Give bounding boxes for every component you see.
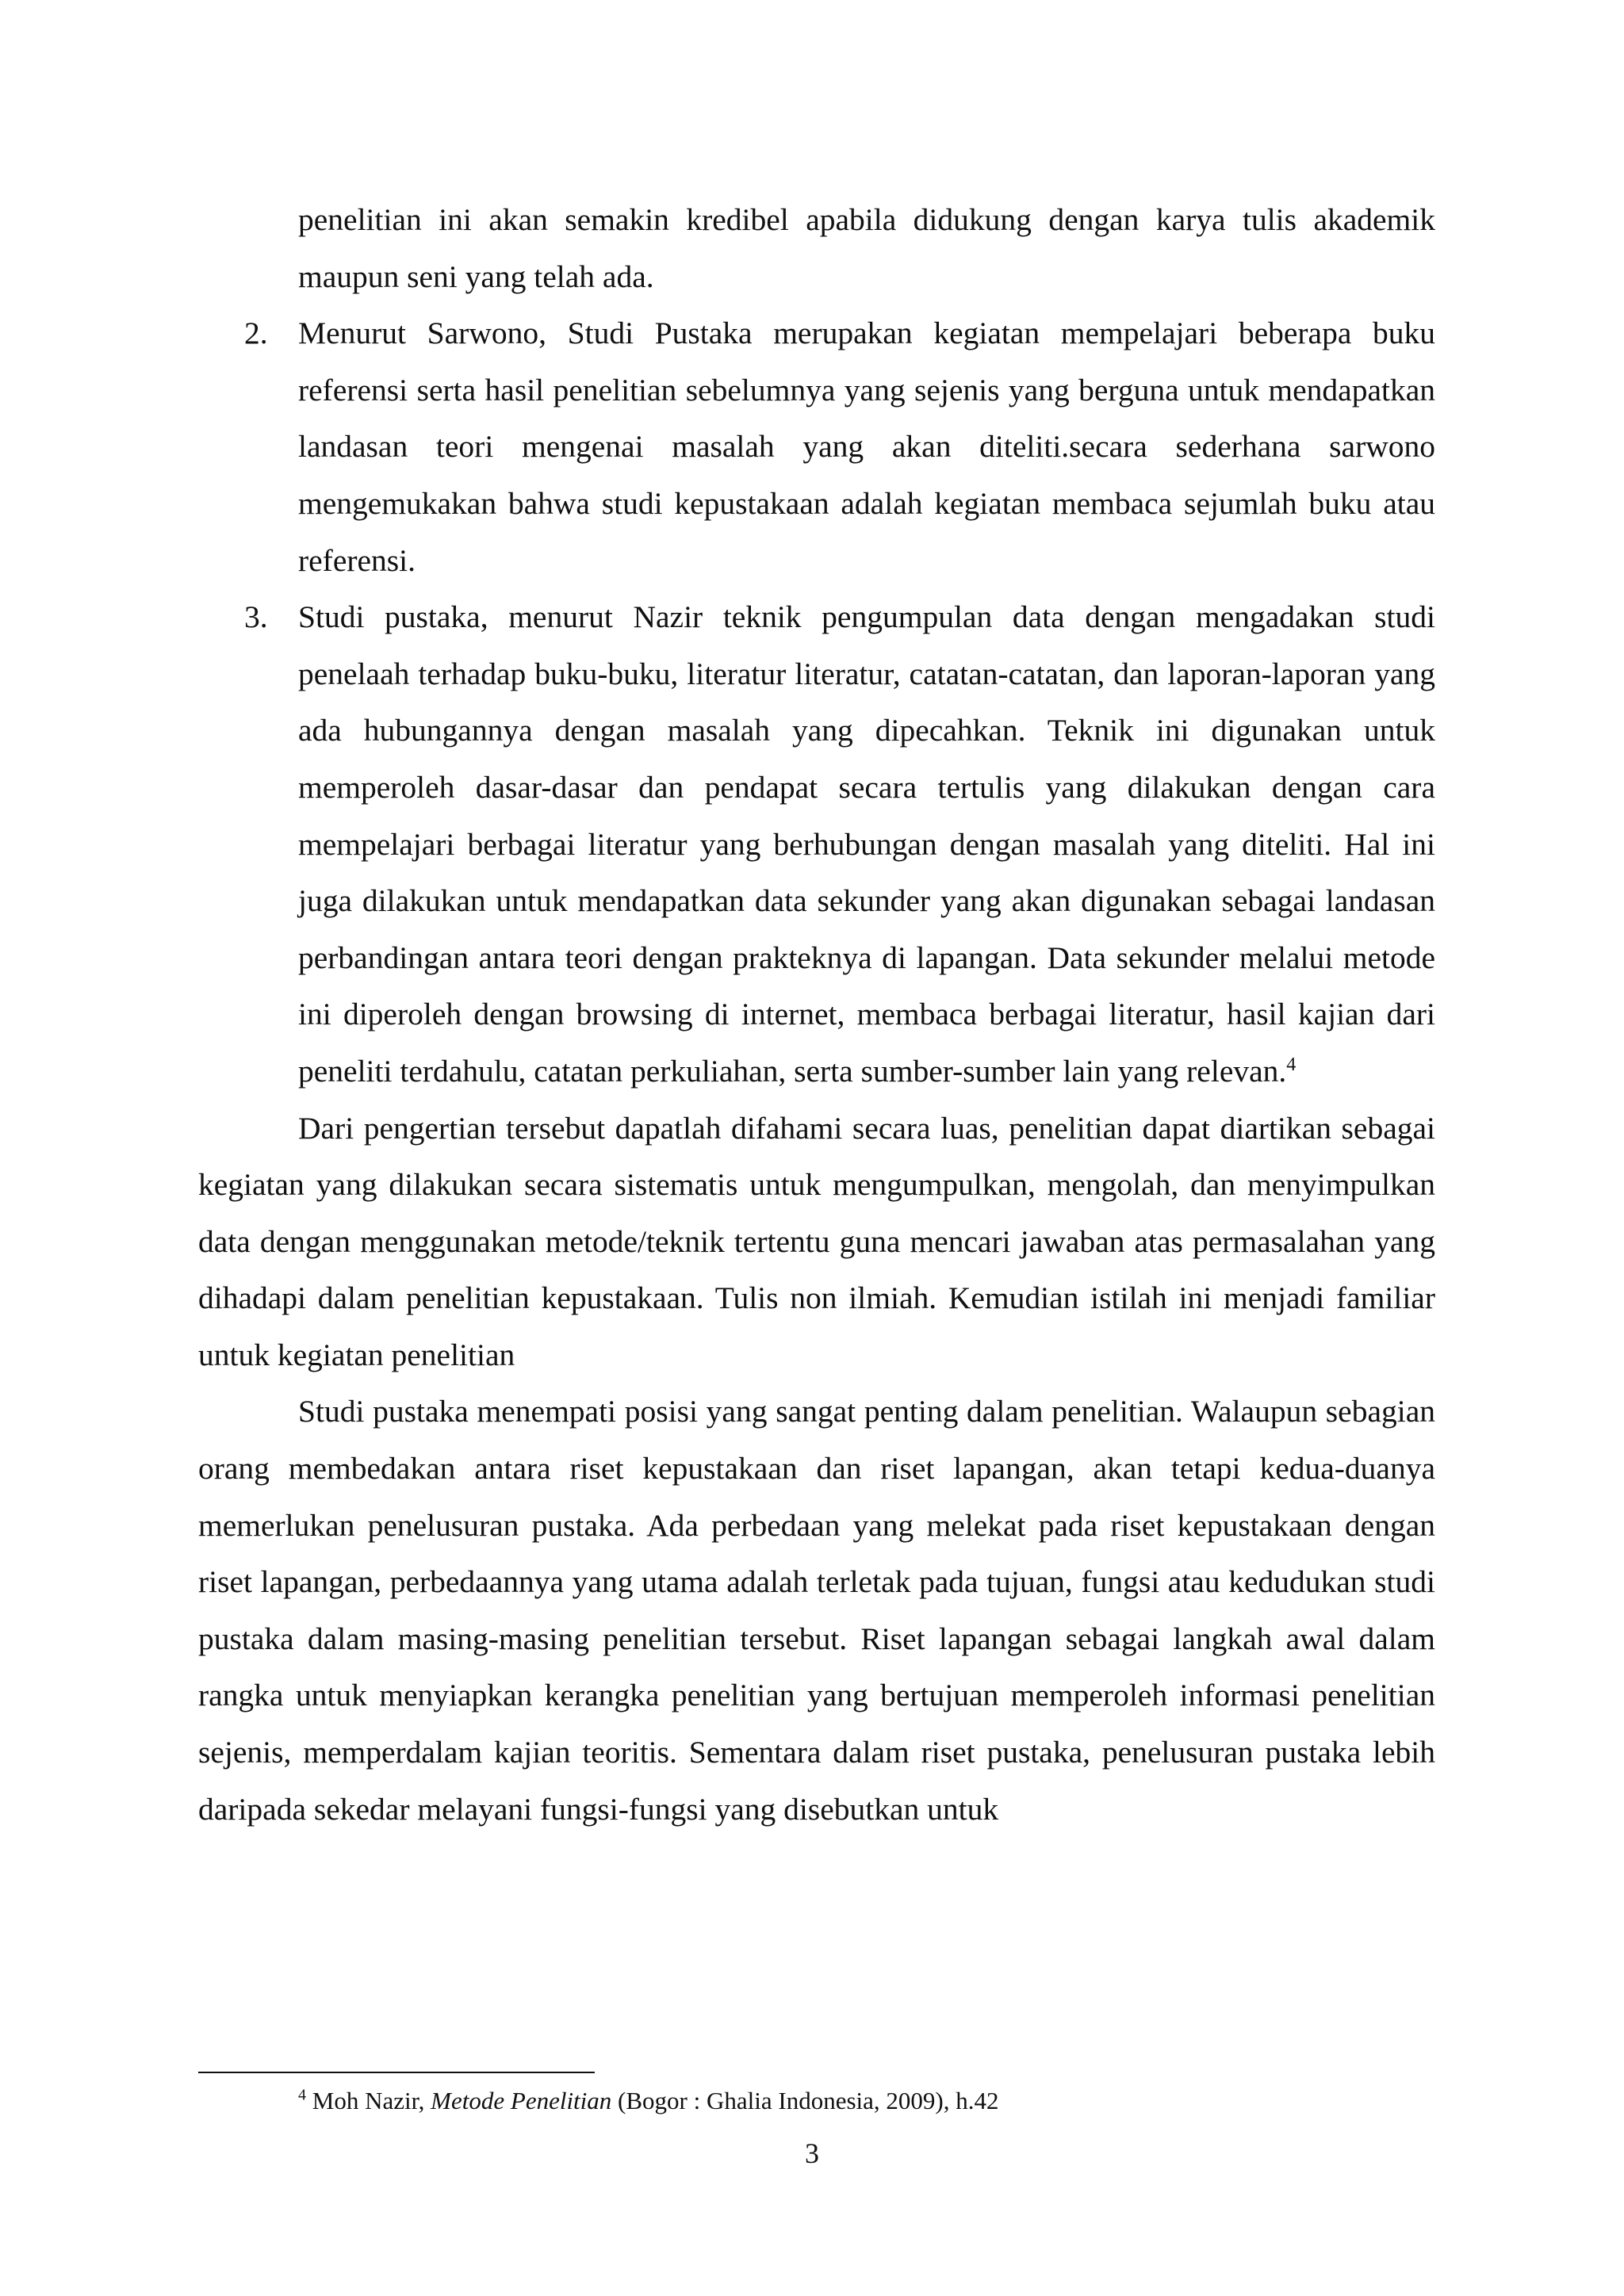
list-item-2 bbox=[198, 305, 1435, 589]
footnote-divider bbox=[198, 2072, 595, 2073]
footnote-title: Metode Penelitian bbox=[431, 2087, 612, 2114]
list-continuation-text: penelitian ini akan semakin kredibel apabila didukung dengan karya tulis akademik maupun seni yang telah ada. bbox=[298, 202, 1435, 294]
list-item-number: 3. bbox=[244, 599, 268, 635]
paragraph-definition: Dari pengertian tersebut dapatlah difahami secara luas, penelitian dapat diartikan sebagai kegiatan yang dilakukan secara sistematis untuk mengumpulkan, mengolah, dan menyimpulkan data dengan menggunakan metode/teknik tertentu guna mencari jawaban atas permasalahan yang dihadapi dalam penelitian kepustakaan. Tulis non ilmiah. Kemudian istilah ini menjadi familiar untuk kegiatan penelitian bbox=[198, 1110, 1435, 1372]
body-text bbox=[198, 192, 1435, 1838]
paragraph-studi-pustaka: Studi pustaka menempati posisi yang sangat penting dalam penelitian. Walaupun sebagian orang membedakan antara riset kepustakaan dan riset lapangan, akan tetapi kedua-duanya memerlukan penelusuran pustaka. Ada perbedaan yang melekat pada riset kepustakaan dengan riset lapangan, perbedaannya yang utama adalah terletak pada tujuan, fungsi atau kedudukan studi pustaka dalam masing-masing penelitian tersebut. Riset lapangan sebagai langkah awal dalam rangka untuk menyiapkan kerangka penelitian yang bertujuan memperoleh informasi penelitian sejenis, memperdalam kajian teoritis. Sementara dalam riset pustaka, penelusuran pustaka lebih daripada sekedar melayani fungsi-fungsi yang disebutkan untuk bbox=[198, 1394, 1435, 1827]
list-item-3 bbox=[198, 589, 1435, 1100]
page-number: 3 bbox=[805, 2137, 819, 2169]
list-item-number: 2. bbox=[244, 316, 268, 351]
footnote-author: Moh Nazir, bbox=[312, 2087, 425, 2114]
footnote-reference[interactable]: 4 bbox=[1286, 1054, 1297, 1075]
footnote-publication: (Bogor : Ghalia Indonesia, 2009), h.42 bbox=[618, 2087, 999, 2114]
list-item-text: Menurut Sarwono, Studi Pustaka merupakan kegiatan mempelajari beberapa buku referensi serta hasil penelitian sebelumnya yang sejenis yang berguna untuk mendapatkan landasan teori mengenai masalah yang akan diteliti.secara sederhana sarwono mengemukakan bahwa studi kepustakaan adalah kegiatan membaca sejumlah buku atau referensi. bbox=[298, 316, 1435, 578]
list-item-text: Studi pustaka, menurut Nazir teknik pengumpulan data dengan mengadakan studi penelaah terhadap buku-buku, literatur literatur, catatan-catatan, dan laporan-laporan yang ada hubungannya dengan masalah yang dipecahkan. Teknik ini digunakan untuk memperoleh dasar-dasar dan pendapat secara tertulis yang dilakukan dengan cara mempelajari berbagai literatur yang berhubungan dengan masalah yang diteliti. Hal ini juga dilakukan untuk mendapatkan data sekunder yang akan digunakan sebagai landasan perbandingan antara teori dengan prakteknya di lapangan. Data sekunder melalui metode ini diperoleh dengan browsing di internet, membaca berbagai literatur, hasil kajian dari peneliti terdahulu, catatan perkuliahan, serta sumber-sumber lain yang relevan. bbox=[298, 599, 1435, 1089]
footnote-marker: 4 bbox=[298, 2086, 306, 2104]
footnote bbox=[298, 2084, 1408, 2118]
